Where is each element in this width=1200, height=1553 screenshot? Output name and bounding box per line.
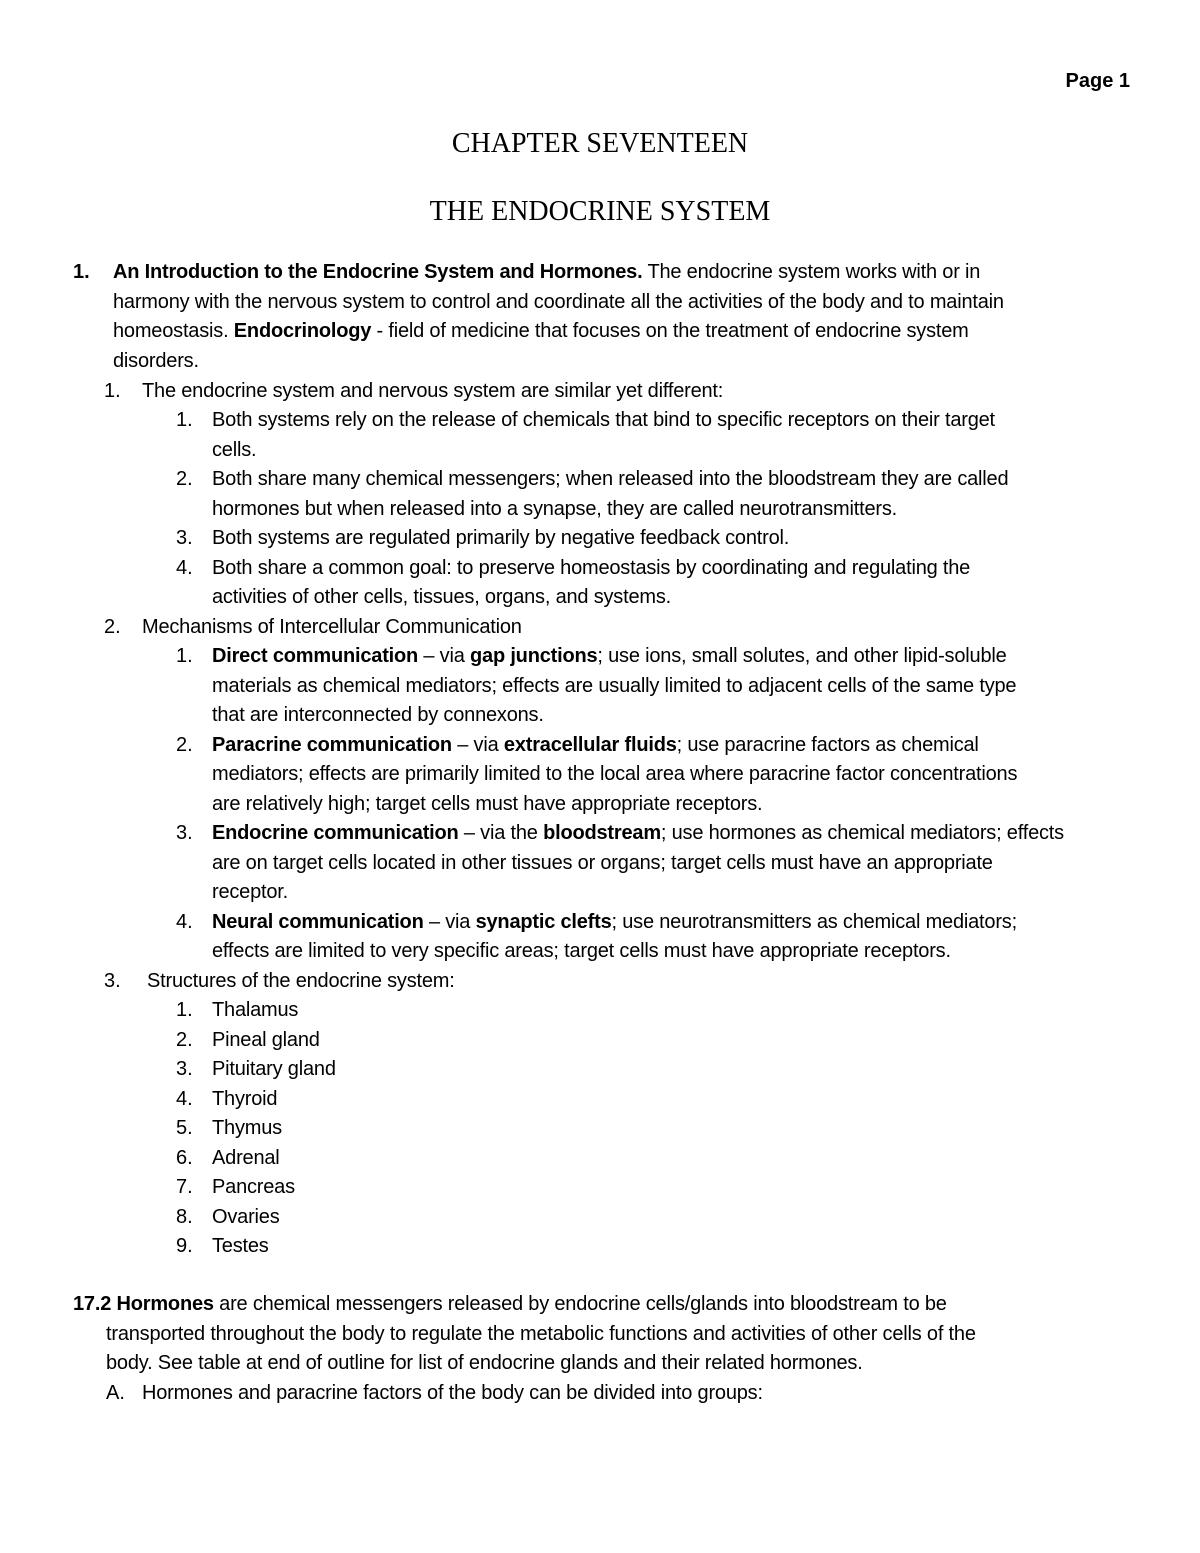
- list-item: mediators; effects are primarily limited to the local area where paracrine factor concentrations: [212, 763, 1018, 785]
- paragraph-line: [113, 258, 980, 288]
- list-number: 4.: [176, 1088, 193, 1110]
- term: Endocrine communication: [212, 822, 459, 844]
- text: – via: [451, 734, 504, 756]
- text: ; use paracrine factors as chemical: [676, 734, 979, 756]
- list-item: Hormones and paracrine factors of the body can be divided into groups:: [142, 1382, 763, 1404]
- list-item: hormones but when released into a synapse, they are called neurotransmitters.: [212, 498, 897, 520]
- section-heading: An Introduction to the Endocrine System and Hormones.: [113, 261, 643, 283]
- list-item: Both share a common goal: to preserve homeostasis by coordinating and regulating the: [212, 557, 971, 579]
- term: synaptic clefts: [475, 911, 612, 933]
- list-item: [212, 731, 979, 761]
- term: Hormones: [116, 1293, 214, 1315]
- paragraph-line: body. See table at end of outline for list of endocrine glands and their related hormones.: [106, 1352, 863, 1374]
- list-number: 3.: [176, 527, 193, 549]
- paragraph-line: transported throughout the body to regulate the metabolic functions and activities of other cells of the: [106, 1323, 976, 1345]
- list-number: 1.: [176, 409, 193, 431]
- paragraph-line: [113, 317, 969, 347]
- list-number: 2.: [176, 1029, 193, 1051]
- text: homeostasis.: [113, 320, 234, 342]
- list-number: 1.: [104, 380, 121, 402]
- list-number: 3.: [176, 822, 193, 844]
- list-item: cells.: [212, 439, 257, 461]
- text: are chemical messengers released by endocrine cells/glands into bloodstream to be: [213, 1293, 947, 1315]
- list-item: Both share many chemical messengers; when released into the bloodstream they are called: [212, 468, 1009, 490]
- list-number: 6.: [176, 1147, 193, 1169]
- list-item: receptor.: [212, 881, 289, 903]
- list-number: 3.: [104, 970, 121, 992]
- list-item: Adrenal: [212, 1147, 280, 1169]
- list-item: Pituitary gland: [212, 1058, 336, 1080]
- list-number: 3.: [176, 1058, 193, 1080]
- list-item: Both systems rely on the release of chemicals that bind to specific receptors on their target: [212, 409, 995, 431]
- list-item: Pineal gland: [212, 1029, 320, 1051]
- term: bloodstream: [543, 822, 661, 844]
- list-number: 8.: [176, 1206, 193, 1228]
- list-item: that are interconnected by connexons.: [212, 704, 544, 726]
- term: Endocrinology: [233, 320, 372, 342]
- list-number: 2.: [176, 734, 193, 756]
- section-number: 17.2: [73, 1293, 112, 1315]
- term: extracellular fluids: [503, 734, 677, 756]
- paragraph-line: harmony with the nervous system to control and coordinate all the activities of the body and to maintain: [113, 291, 1004, 313]
- list-number: 5.: [176, 1117, 193, 1139]
- text: ; use hormones as chemical mediators; effects: [660, 822, 1064, 844]
- text: – via the: [458, 822, 544, 844]
- text: ; use ions, small solutes, and other lipid-soluble: [597, 645, 1007, 667]
- list-item: are relatively high; target cells must have appropriate receptors.: [212, 793, 763, 815]
- list-number: 4.: [176, 557, 193, 579]
- list-item: Mechanisms of Intercellular Communication: [142, 616, 522, 638]
- list-item: Thymus: [212, 1117, 282, 1139]
- term: Paracrine communication: [212, 734, 452, 756]
- paragraph-line: disorders.: [113, 350, 199, 372]
- list-item: Thalamus: [212, 999, 299, 1021]
- list-item: materials as chemical mediators; effects are usually limited to adjacent cells of the same type: [212, 675, 1017, 697]
- list-number: 7.: [176, 1176, 193, 1198]
- text: – via: [423, 911, 476, 933]
- text: - field of medicine that focuses on the treatment of endocrine system: [371, 320, 969, 342]
- list-item: effects are limited to very specific areas; target cells must have appropriate receptors.: [212, 940, 951, 962]
- term: gap junctions: [470, 645, 598, 667]
- list-number: 1.: [176, 645, 193, 667]
- text: – via: [418, 645, 471, 667]
- text: The endocrine system works with or in: [642, 261, 981, 283]
- list-number: 4.: [176, 911, 193, 933]
- list-item: activities of other cells, tissues, organs, and systems.: [212, 586, 671, 608]
- term: Neural communication: [212, 911, 424, 933]
- list-item: are on target cells located in other tissues or organs; target cells must have an appropriate: [212, 852, 993, 874]
- list-item: Structures of the endocrine system:: [147, 970, 455, 992]
- list-number: A.: [106, 1382, 125, 1404]
- list-number: 2.: [104, 616, 121, 638]
- list-number: 1.: [176, 999, 193, 1021]
- list-item: Thyroid: [212, 1088, 278, 1110]
- paragraph-line: [73, 1290, 947, 1320]
- list-number: 1.: [73, 261, 90, 283]
- page-number: Page 1: [1065, 70, 1130, 92]
- list-number: 9.: [176, 1235, 193, 1257]
- text: ; use neurotransmitters as chemical mediators;: [611, 911, 1017, 933]
- list-item: [212, 642, 1007, 672]
- list-number: 2.: [176, 468, 193, 490]
- list-item: Both systems are regulated primarily by negative feedback control.: [212, 527, 790, 549]
- list-item: Pancreas: [212, 1176, 295, 1198]
- term: Direct communication: [212, 645, 419, 667]
- list-item: The endocrine system and nervous system are similar yet different:: [142, 380, 724, 402]
- list-item: Testes: [212, 1235, 269, 1257]
- list-item: Ovaries: [212, 1206, 280, 1228]
- list-item: [212, 908, 1017, 938]
- list-item: [212, 819, 1064, 849]
- section-title: THE ENDOCRINE SYSTEM: [429, 196, 771, 227]
- chapter-title: CHAPTER SEVENTEEN: [451, 128, 749, 159]
